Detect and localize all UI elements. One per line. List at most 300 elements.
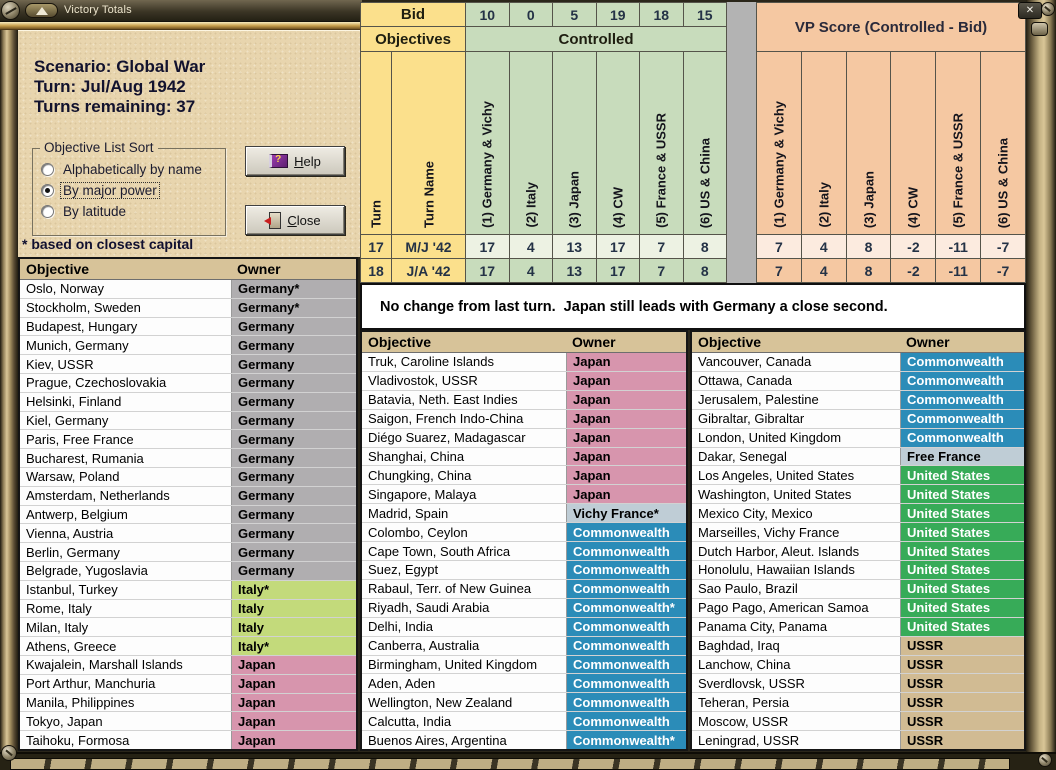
- objective-cell: Port Arthur, Manchuria: [20, 675, 232, 693]
- objective-cell: Prague, Czechoslovakia: [20, 374, 232, 392]
- owner-cell: Germany*: [232, 280, 356, 298]
- bid-value-cell: 19: [597, 3, 640, 26]
- objective-cell: Vancouver, Canada: [692, 353, 901, 371]
- objective-row: [692, 637, 1024, 656]
- objective-cell: Saigon, French Indo-China: [362, 410, 567, 428]
- vp-score-cell: -7: [981, 235, 1025, 258]
- turn-number-cell: 17: [361, 235, 391, 258]
- vp-score-cell: 4: [802, 235, 846, 258]
- owner-cell: Japan: [567, 391, 686, 409]
- owner-cell: Germany: [232, 430, 356, 448]
- objective-cell: Aden, Aden: [362, 674, 567, 692]
- resize-grip: [10, 758, 1010, 770]
- objective-cell: Rabaul, Terr. of New Guinea: [362, 580, 567, 598]
- owner-cell: Germany: [232, 506, 356, 524]
- bid-value-cell: 15: [684, 3, 727, 26]
- objective-cell: Oslo, Norway: [20, 280, 232, 298]
- objective-cell: Baghdad, Iraq: [692, 637, 901, 655]
- vp-score-cell: -7: [981, 259, 1025, 282]
- bid-value-cell: 5: [553, 3, 596, 26]
- owner-cell: Japan: [567, 485, 686, 503]
- objective-row: [20, 600, 356, 619]
- objective-table-header: [692, 332, 1024, 353]
- vp-score-row: [757, 259, 1025, 282]
- objective-row: [692, 561, 1024, 580]
- owner-cell: Japan: [232, 731, 356, 749]
- sort-option-0[interactable]: [41, 160, 204, 178]
- owner-cell: Commonwealth: [567, 561, 686, 579]
- objective-rows: [362, 353, 686, 749]
- objective-row: [692, 448, 1024, 467]
- vp-power-column-header: (5) France & USSR: [936, 52, 980, 234]
- sort-group-label: Objective List Sort: [40, 140, 158, 155]
- close-button-label: Close: [287, 212, 321, 228]
- owner-cell: United States: [901, 618, 1024, 636]
- owner-cell: Italy*: [232, 637, 356, 655]
- owner-cell: Germany: [232, 524, 356, 542]
- objective-cell: Moscow, USSR: [692, 712, 901, 730]
- objective-row: [20, 318, 356, 337]
- objective-row: [20, 299, 356, 318]
- objective-row: [20, 487, 356, 506]
- vp-power-column-header: (3) Japan: [847, 52, 891, 234]
- objective-row: [20, 524, 356, 543]
- power-column-header: (1) Germany & Vichy: [466, 52, 509, 234]
- owner-cell: Germany: [232, 336, 356, 354]
- close-window-button[interactable]: ✕: [1018, 2, 1042, 19]
- objective-row: [362, 618, 686, 637]
- objective-cell: Cape Town, South Africa: [362, 542, 567, 560]
- objective-table-header: [20, 259, 356, 280]
- objective-row: [362, 712, 686, 731]
- controlled-value-cell: 8: [684, 259, 727, 282]
- bid-value-cell: 18: [640, 3, 683, 26]
- objective-row: [20, 374, 356, 393]
- owner-cell: Germany: [232, 487, 356, 505]
- exit-door-icon: [269, 212, 281, 229]
- objective-rows: [20, 280, 356, 749]
- objective-table-header: [362, 332, 686, 353]
- owner-cell: Germany: [232, 412, 356, 430]
- owner-cell: Vichy France*: [567, 504, 686, 522]
- controlled-value-cell: 13: [553, 235, 596, 258]
- vp-score-cell: -11: [936, 259, 980, 282]
- objective-cell: Honolulu, Hawaiian Islands: [692, 561, 901, 579]
- status-message-bar: [360, 283, 1026, 330]
- owner-cell: United States: [901, 599, 1024, 617]
- objective-sort-group: [32, 140, 226, 236]
- owner-cell: USSR: [901, 674, 1024, 692]
- owner-column-header: Owner: [572, 334, 616, 350]
- objective-row: [362, 599, 686, 618]
- owner-cell: Japan: [232, 694, 356, 712]
- objective-cell: Rome, Italy: [20, 600, 232, 618]
- objective-row: [20, 712, 356, 731]
- objective-row: [20, 731, 356, 749]
- objective-cell: Riyadh, Saudi Arabia: [362, 599, 567, 617]
- objective-row: [362, 353, 686, 372]
- turn-name-column-header: Turn Name: [392, 52, 465, 234]
- owner-cell: United States: [901, 561, 1024, 579]
- objective-row: [362, 656, 686, 675]
- power-column-header: (6) US & China: [684, 52, 727, 234]
- objective-cell: Kwajalein, Marshall Islands: [20, 656, 232, 674]
- owner-cell: Japan: [567, 448, 686, 466]
- objective-cell: Singapore, Malaya: [362, 485, 567, 503]
- owner-cell: Germany: [232, 374, 356, 392]
- sort-option-1[interactable]: [41, 181, 159, 199]
- radio-icon: [41, 205, 54, 218]
- vp-score-cell: 7: [757, 259, 801, 282]
- vp-score-cell: -2: [891, 259, 935, 282]
- objective-row: [692, 599, 1024, 618]
- objective-cell: Panama City, Panama: [692, 618, 901, 636]
- screw-icon: [1038, 753, 1052, 767]
- turn-name-cell: M/J '42: [392, 235, 465, 258]
- triangle-icon: [36, 7, 48, 15]
- vp-score-cell: -2: [891, 235, 935, 258]
- help-book-icon: [269, 154, 288, 168]
- objective-cell: Antwerp, Belgium: [20, 506, 232, 524]
- objective-cell: Mexico City, Mexico: [692, 504, 901, 522]
- objective-row: [20, 449, 356, 468]
- objective-row: [362, 410, 686, 429]
- vp-score-row: [757, 235, 1025, 258]
- owner-cell: Commonwealth: [901, 410, 1024, 428]
- objective-row: [692, 693, 1024, 712]
- objective-row: [20, 412, 356, 431]
- objective-row: [20, 506, 356, 525]
- objective-cell: Bucharest, Rumania: [20, 449, 232, 467]
- owner-cell: USSR: [901, 731, 1024, 749]
- owner-cell: Italy: [232, 618, 356, 636]
- objective-cell: Washington, United States: [692, 485, 901, 503]
- vp-score-cell: 4: [802, 259, 846, 282]
- vp-power-column-header: (6) US & China: [981, 52, 1025, 234]
- owner-cell: Commonwealth: [567, 693, 686, 711]
- scroll-knob[interactable]: [1031, 22, 1048, 36]
- controlled-value-cell: 13: [553, 259, 596, 282]
- power-column-header: (3) Japan: [553, 52, 596, 234]
- objective-rows: [692, 353, 1024, 749]
- owner-cell: Commonwealth: [901, 372, 1024, 390]
- vp-power-column-header: (2) Italy: [802, 52, 846, 234]
- controlled-value-cell: 7: [640, 259, 683, 282]
- controlled-header: Controlled: [466, 27, 726, 51]
- controlled-value-cell: 8: [684, 235, 727, 258]
- owner-cell: USSR: [901, 656, 1024, 674]
- owner-cell: United States: [901, 485, 1024, 503]
- objective-cell: Calcutta, India: [362, 712, 567, 730]
- objective-cell: Birmingham, United Kingdom: [362, 656, 567, 674]
- owner-cell: Commonwealth: [567, 523, 686, 541]
- objective-row: [362, 466, 686, 485]
- objective-cell: Munich, Germany: [20, 336, 232, 354]
- objective-cell: London, United Kingdom: [692, 429, 901, 447]
- objective-cell: Athens, Greece: [20, 637, 232, 655]
- objective-row: [362, 372, 686, 391]
- objective-cell: Warsaw, Poland: [20, 468, 232, 486]
- objective-row: [692, 618, 1024, 637]
- objective-row: [20, 675, 356, 694]
- window-left-border: [0, 30, 18, 752]
- help-button[interactable]: [245, 146, 345, 176]
- objective-cell: Stockholm, Sweden: [20, 299, 232, 317]
- owner-cell: Commonwealth: [901, 429, 1024, 447]
- owner-cell: Japan: [567, 372, 686, 390]
- objective-cell: Berlin, Germany: [20, 543, 232, 561]
- owner-cell: United States: [901, 504, 1024, 522]
- owner-cell: Commonwealth*: [567, 731, 686, 749]
- radio-icon: [41, 163, 54, 176]
- controlled-row: [361, 259, 726, 282]
- owner-cell: Commonwealth: [901, 391, 1024, 409]
- objective-table-middle: [360, 330, 688, 751]
- objective-cell: Lanchow, China: [692, 656, 901, 674]
- objective-cell: Shanghai, China: [362, 448, 567, 466]
- objective-cell: Dutch Harbor, Aleut. Islands: [692, 542, 901, 560]
- objective-cell: Colombo, Ceylon: [362, 523, 567, 541]
- vp-score-cell: 8: [847, 259, 891, 282]
- objective-row: [692, 485, 1024, 504]
- controlled-value-cell: 4: [510, 259, 553, 282]
- bid-value-cell: 0: [510, 3, 553, 26]
- vp-power-column-header: (1) Germany & Vichy: [757, 52, 801, 234]
- vp-score-cell: -11: [936, 235, 980, 258]
- controlled-value-cell: 17: [597, 235, 640, 258]
- owner-cell: Commonwealth*: [567, 599, 686, 617]
- sort-option-label: By latitude: [63, 203, 127, 219]
- owner-cell: Germany: [232, 543, 356, 561]
- objective-cell: Los Angeles, United States: [692, 466, 901, 484]
- help-button-label: Help: [294, 153, 321, 169]
- objective-cell: Vienna, Austria: [20, 524, 232, 542]
- objective-cell: Milan, Italy: [20, 618, 232, 636]
- controlled-value-cell: 17: [466, 259, 509, 282]
- objectives-header: Objectives: [361, 27, 465, 51]
- objective-row: [20, 468, 356, 487]
- owner-cell: USSR: [901, 712, 1024, 730]
- objective-table-right: [690, 330, 1026, 751]
- owner-cell: Commonwealth: [567, 542, 686, 560]
- objective-row: [20, 618, 356, 637]
- objective-row: [20, 355, 356, 374]
- objective-row: [692, 712, 1024, 731]
- objective-row: [362, 504, 686, 523]
- objective-column-header: Objective: [26, 261, 90, 277]
- objective-cell: Ottawa, Canada: [692, 372, 901, 390]
- objective-row: [692, 353, 1024, 372]
- objective-row: [692, 674, 1024, 693]
- objective-row: [20, 694, 356, 713]
- objective-cell: Delhi, India: [362, 618, 567, 636]
- objective-cell: Pago Pago, American Samoa: [692, 599, 901, 617]
- objective-row: [362, 580, 686, 599]
- owner-cell: Japan: [567, 353, 686, 371]
- objective-cell: Sverdlovsk, USSR: [692, 674, 901, 692]
- objective-cell: Manila, Philippines: [20, 694, 232, 712]
- owner-cell: Japan: [567, 429, 686, 447]
- objective-row: [362, 693, 686, 712]
- objective-cell: Helsinki, Finland: [20, 393, 232, 411]
- turns-remaining: Turns remaining: 37: [34, 97, 196, 116]
- power-column-header: (5) France & USSR: [640, 52, 683, 234]
- controlled-value-cell: 4: [510, 235, 553, 258]
- objective-cell: Wellington, New Zealand: [362, 693, 567, 711]
- owner-cell: Commonwealth: [567, 712, 686, 730]
- objective-cell: Jerusalem, Palestine: [692, 391, 901, 409]
- control-panel: [18, 30, 360, 257]
- objective-row: [692, 372, 1024, 391]
- controlled-row: [361, 235, 726, 258]
- owner-cell: Italy: [232, 600, 356, 618]
- vp-score-cell: 8: [847, 235, 891, 258]
- bid-header: Bid: [361, 3, 465, 26]
- power-column-header: (2) Italy: [510, 52, 553, 234]
- owner-cell: United States: [901, 580, 1024, 598]
- objective-row: [692, 429, 1024, 448]
- bid-value-cell: 10: [466, 3, 509, 26]
- owner-cell: Japan: [567, 410, 686, 428]
- window-title: Victory Totals: [64, 4, 132, 16]
- sort-option-label: By major power: [63, 182, 157, 198]
- owner-cell: United States: [901, 542, 1024, 560]
- owner-cell: Commonwealth: [567, 656, 686, 674]
- objective-cell: Paris, Free France: [20, 430, 232, 448]
- screw-icon: [1, 745, 17, 761]
- owner-cell: Germany: [232, 449, 356, 467]
- objective-row: [692, 656, 1024, 675]
- objective-cell: Diégo Suarez, Madagascar: [362, 429, 567, 447]
- owner-cell: Commonwealth: [567, 580, 686, 598]
- objective-row: [692, 731, 1024, 749]
- vp-score-cell: 7: [757, 235, 801, 258]
- objective-cell: Tokyo, Japan: [20, 712, 232, 730]
- objective-cell: Marseilles, Vichy France: [692, 523, 901, 541]
- controlled-value-cell: 17: [597, 259, 640, 282]
- vp-power-column-header: (4) CW: [891, 52, 935, 234]
- objective-row: [362, 485, 686, 504]
- power-column-header: (4) CW: [597, 52, 640, 234]
- owner-cell: Germany*: [232, 299, 356, 317]
- objective-column-header: Objective: [698, 334, 762, 350]
- owner-cell: Japan: [232, 675, 356, 693]
- objective-row: [362, 391, 686, 410]
- owner-cell: United States: [901, 466, 1024, 484]
- objective-cell: Canberra, Australia: [362, 637, 567, 655]
- owner-cell: Japan: [232, 712, 356, 730]
- objective-row: [692, 410, 1024, 429]
- objective-cell: Belgrade, Yugoslavia: [20, 562, 232, 580]
- controlled-value-cell: 17: [466, 235, 509, 258]
- objective-row: [362, 542, 686, 561]
- objective-row: [20, 543, 356, 562]
- objective-row: [362, 561, 686, 580]
- objective-cell: Leningrad, USSR: [692, 731, 901, 749]
- objective-cell: Amsterdam, Netherlands: [20, 487, 232, 505]
- objective-cell: Truk, Caroline Islands: [362, 353, 567, 371]
- owner-cell: Commonwealth: [567, 637, 686, 655]
- current-turn: Turn: Jul/Aug 1942: [34, 77, 186, 96]
- window-knob-icon: [1, 1, 20, 20]
- owner-cell: Free France: [901, 448, 1024, 466]
- turn-column-header: Turn: [361, 52, 391, 234]
- objective-row: [362, 523, 686, 542]
- owner-cell: Germany: [232, 562, 356, 580]
- window-bottom-border: [0, 752, 1056, 770]
- owner-cell: USSR: [901, 637, 1024, 655]
- objective-cell: Taihoku, Formosa: [20, 731, 232, 749]
- sort-option-2[interactable]: [41, 202, 128, 220]
- objective-row: [362, 429, 686, 448]
- rollup-button[interactable]: [25, 3, 58, 18]
- objective-cell: Sao Paulo, Brazil: [692, 580, 901, 598]
- vp-score-table: [756, 2, 1026, 283]
- screw-icon: [1041, 2, 1055, 16]
- objective-cell: Budapest, Hungary: [20, 318, 232, 336]
- objective-row: [692, 504, 1024, 523]
- objective-cell: Teheran, Persia: [692, 693, 901, 711]
- owner-column-header: Owner: [237, 261, 281, 277]
- owner-cell: Germany: [232, 318, 356, 336]
- owner-cell: Germany: [232, 355, 356, 373]
- objective-row: [362, 637, 686, 656]
- objective-cell: Suez, Egypt: [362, 561, 567, 579]
- window-right-border: [1026, 0, 1056, 770]
- objective-row: [362, 674, 686, 693]
- owner-cell: Commonwealth: [567, 674, 686, 692]
- capital-footnote: * based on closest capital: [22, 236, 194, 252]
- objective-row: [20, 280, 356, 299]
- owner-cell: United States: [901, 523, 1024, 541]
- title-bar-trim: [0, 22, 362, 30]
- owner-cell: USSR: [901, 693, 1024, 711]
- objective-cell: Dakar, Senegal: [692, 448, 901, 466]
- objective-row: [692, 580, 1024, 599]
- turn-number-cell: 18: [361, 259, 391, 282]
- objective-row: [20, 581, 356, 600]
- owner-cell: Germany: [232, 393, 356, 411]
- objective-row: [362, 448, 686, 467]
- objective-row: [692, 523, 1024, 542]
- owner-cell: Germany: [232, 468, 356, 486]
- owner-cell: Italy*: [232, 581, 356, 599]
- scenario-name: Scenario: Global War: [34, 57, 206, 76]
- objective-row: [20, 393, 356, 412]
- owner-column-header: Owner: [906, 334, 950, 350]
- objective-cell: Istanbul, Turkey: [20, 581, 232, 599]
- objective-cell: Madrid, Spain: [362, 504, 567, 522]
- radio-icon: [41, 184, 54, 197]
- objective-cell: Chungking, China: [362, 466, 567, 484]
- objective-row: [692, 466, 1024, 485]
- owner-cell: Commonwealth: [901, 353, 1024, 371]
- sort-option-label: Alphabetically by name: [63, 161, 202, 177]
- objective-row: [692, 542, 1024, 561]
- objective-row: [20, 336, 356, 355]
- objective-cell: Vladivostok, USSR: [362, 372, 567, 390]
- close-button[interactable]: [245, 205, 345, 235]
- owner-cell: Japan: [567, 466, 686, 484]
- objective-cell: Gibraltar, Gibraltar: [692, 410, 901, 428]
- scenario-info: [34, 57, 205, 117]
- bid-table: [360, 2, 727, 283]
- table-gap: [727, 2, 756, 283]
- objective-table-left: [18, 257, 358, 751]
- objective-row: [20, 562, 356, 581]
- vp-score-header: VP Score (Controlled - Bid): [757, 3, 1025, 51]
- objective-row: [20, 430, 356, 449]
